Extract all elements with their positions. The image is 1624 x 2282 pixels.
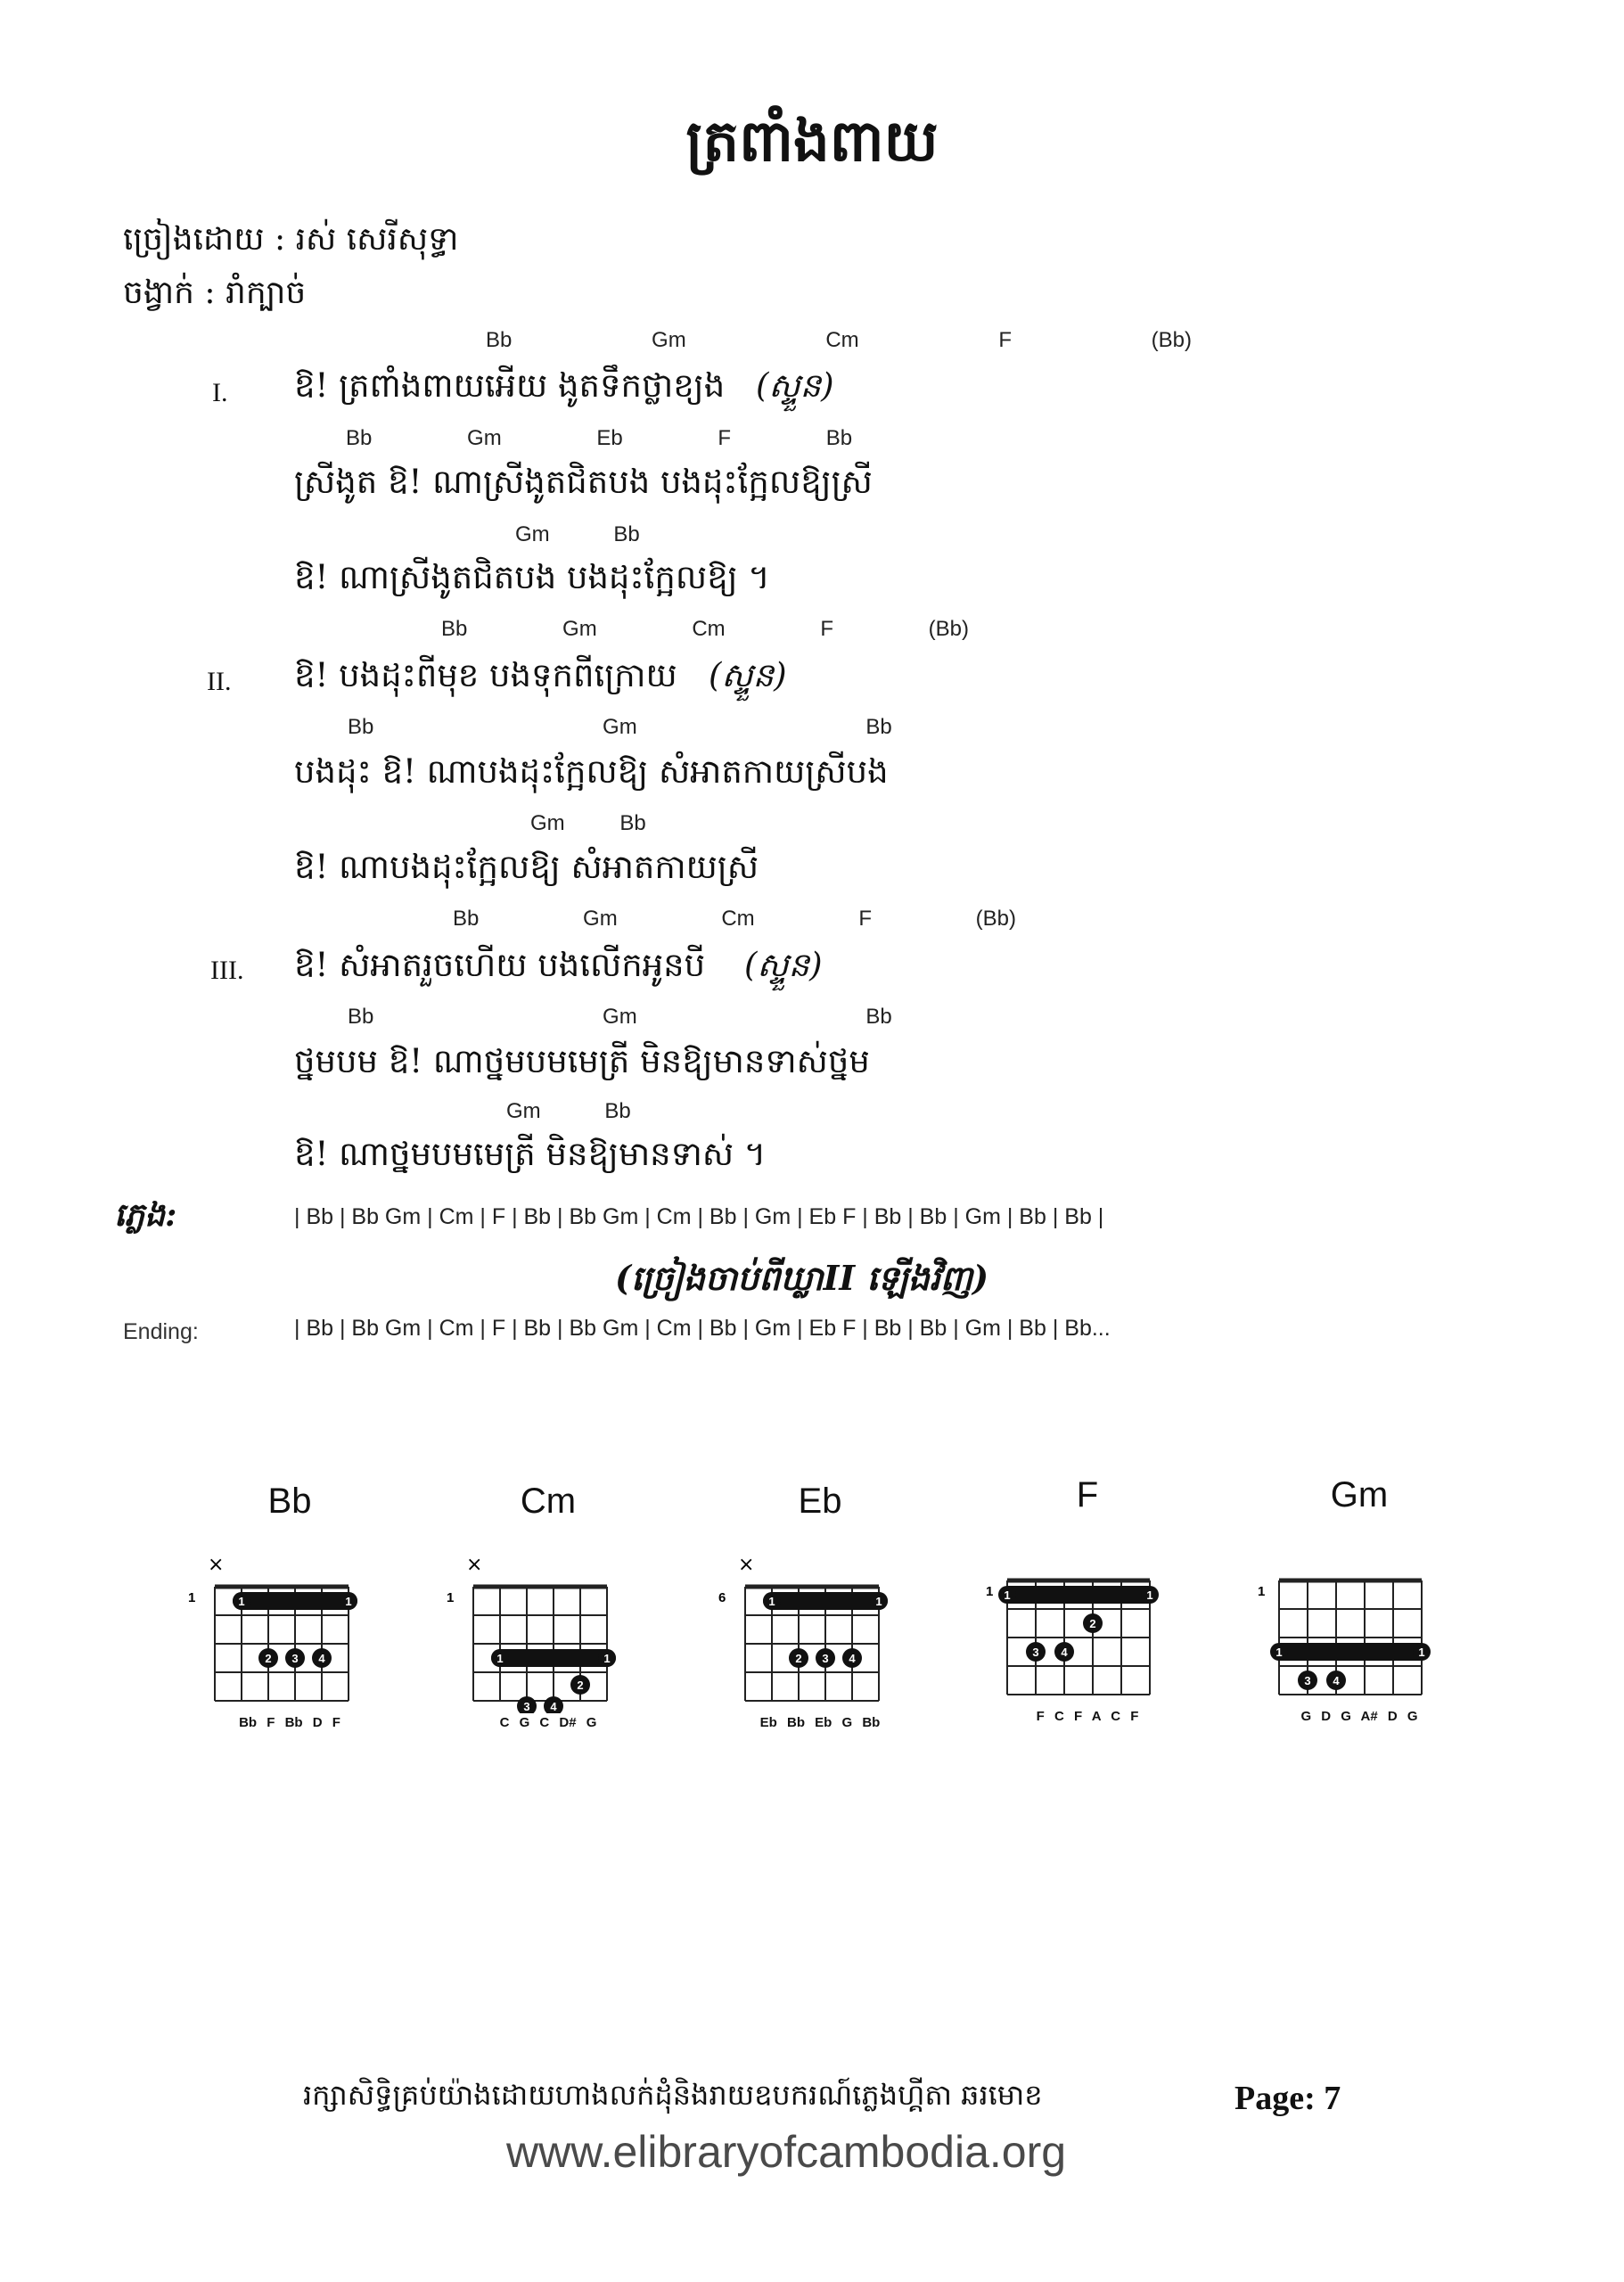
finger-number: 4 xyxy=(550,1700,557,1713)
fret-number: 1 xyxy=(447,1590,455,1605)
chord-line: Gm Bb xyxy=(530,811,646,835)
finger-number: 1 xyxy=(768,1595,775,1608)
lyric-line: ឱ! ណាស្រីងូតជិតបង បងដុះក្អែលឱ្យ ។ xyxy=(294,558,770,596)
finger-number: 4 xyxy=(318,1652,325,1665)
chord-name: F xyxy=(1076,1475,1099,1514)
finger-number: 1 xyxy=(875,1595,882,1608)
chord-line: Gm Bb xyxy=(515,522,640,546)
chord-line: Gm Bb xyxy=(506,1099,631,1123)
chord-line: Bb Gm Cm F (Bb) xyxy=(486,328,1193,352)
barre-mark xyxy=(491,1649,616,1667)
barre-mark xyxy=(763,1592,888,1610)
finger-number: 1 xyxy=(603,1652,611,1665)
fretboard-grid xyxy=(1252,1547,1466,1707)
finger-number: 1 xyxy=(1418,1646,1425,1659)
fretboard-grid xyxy=(441,1553,655,1713)
finger-number: 2 xyxy=(265,1652,272,1665)
finger-number: 1 xyxy=(1004,1588,1011,1602)
instrumental-label: ភ្លេង: xyxy=(114,1196,177,1234)
lyric-line: ស្រីងូត ឱ! ណាស្រីងូតជិតបង បងដុះក្អែលឱ្យស្រី xyxy=(294,463,873,501)
finger-number: 3 xyxy=(1304,1674,1311,1687)
lyric-line: ឱ! ត្រពាំងពាយអើយ ងូតទឹកថ្លាខ្យង xyxy=(294,366,726,405)
lyric-line: ឱ! សំអាតរួចហើយ បងលើកអូនបី xyxy=(294,946,706,984)
finger-number: 1 xyxy=(496,1652,504,1665)
page-number: Page: 7 xyxy=(1234,2080,1341,2117)
barre-mark xyxy=(1000,1586,1157,1604)
finger-number: 3 xyxy=(822,1652,829,1665)
repeat-tag: (ស្ទួន) xyxy=(756,366,834,405)
chord-notes: C G C D# G xyxy=(499,1715,597,1730)
rhythm-credit: ចង្វាក់ : រាំក្បាច់ xyxy=(123,275,307,311)
chord-line: Bb Gm Bb xyxy=(348,1005,892,1029)
lyric-line: ឱ! បងដុះពីមុខ បងទុកពីក្រោយ xyxy=(294,656,677,694)
chord-name: Cm xyxy=(520,1482,577,1521)
chord-line: Bb Gm Cm F (Bb) xyxy=(453,907,1017,931)
finger-number: 1 xyxy=(238,1595,245,1608)
finger-number: 2 xyxy=(795,1652,802,1665)
instrumental-progression: | Bb | Bb Gm | Cm | F | Bb | Bb Gm | Cm | Bb | Gm | Eb F | Bb | Bb | Gm | Bb | Bb | xyxy=(294,1204,1104,1229)
repeat-note: (ច្រៀងចាប់ពីឃ្លាII ឡើងវិញ) xyxy=(615,1258,989,1298)
chord-notes: G D G A# D G xyxy=(1300,1709,1418,1724)
copyright-notice: រក្សាសិទ្ធិគ្រប់យ៉ាងដោយហាងលក់ដុំនិងរាយឧបករណ៍ភ្លេងហ្គីតា ឆរមោខ xyxy=(303,2078,1043,2112)
song-title: ត្រពាំងពាយ xyxy=(685,108,939,175)
finger-number: 3 xyxy=(523,1700,530,1713)
barre-mark xyxy=(233,1592,357,1610)
fretboard-grid xyxy=(713,1553,927,1713)
verse-number: III. xyxy=(210,956,244,985)
fretboard-grid xyxy=(980,1547,1194,1707)
finger-number: 3 xyxy=(1032,1646,1039,1659)
muted-string-marker: × xyxy=(466,1554,483,1576)
chord-name: Gm xyxy=(1330,1475,1389,1514)
finger-number: 1 xyxy=(1275,1646,1283,1659)
verse-number: II. xyxy=(207,667,232,696)
verse-number: I. xyxy=(212,378,228,407)
fret-number: 1 xyxy=(188,1590,196,1605)
muted-string-marker: × xyxy=(208,1554,225,1576)
ending-progression: | Bb | Bb Gm | Cm | F | Bb | Bb Gm | Cm | Bb | Gm | Eb F | Bb | Bb | Gm | Bb | Bb... xyxy=(294,1316,1111,1341)
finger-number: 4 xyxy=(849,1652,856,1665)
lyric-line: ឱ! ណាបងដុះក្អែលឱ្យ សំអាតកាយស្រី xyxy=(294,848,759,886)
chord-notes: Bb F Bb D F xyxy=(239,1715,340,1730)
chord-name: Bb xyxy=(267,1482,312,1521)
fret-number: 6 xyxy=(718,1590,726,1605)
chord-line: Bb Gm Eb F Bb xyxy=(346,426,853,450)
finger-number: 1 xyxy=(1146,1588,1153,1602)
ending-label: Ending: xyxy=(123,1319,199,1344)
singer-credit: ច្រៀងដោយ : រស់ សេរីសុទ្ធា xyxy=(123,221,459,258)
muted-string-marker: × xyxy=(738,1554,755,1576)
repeat-tag: (ស្ទួន) xyxy=(744,946,823,984)
finger-number: 2 xyxy=(1089,1617,1096,1630)
finger-number: 4 xyxy=(1333,1674,1340,1687)
lyric-line: ថ្នមបម ឱ! ណាថ្នមបមមេត្រី មិនឱ្យមានទាស់ថ្នម xyxy=(294,1042,870,1080)
fret-number: 1 xyxy=(986,1584,994,1599)
chord-line: Bb Gm Cm F (Bb) xyxy=(441,617,970,641)
lyric-line: បងដុះ ឱ! ណាបងដុះក្អែលឱ្យ សំអាតកាយស្រីបង xyxy=(294,752,889,791)
lyric-line: ឱ! ណាថ្នមបមមេត្រី មិនឱ្យមានទាស់ ។ xyxy=(294,1135,767,1173)
chord-line: Bb Gm Bb xyxy=(348,715,892,739)
source-url: www.elibraryofcambodia.org xyxy=(506,2127,1067,2177)
finger-number: 3 xyxy=(291,1652,299,1665)
finger-number: 1 xyxy=(345,1595,352,1608)
finger-number: 2 xyxy=(577,1679,584,1692)
chord-name: Eb xyxy=(798,1482,842,1521)
barre-mark xyxy=(1272,1643,1429,1661)
chord-notes: F C F A C F xyxy=(1036,1709,1139,1724)
chord-notes: Eb Bb Eb G Bb xyxy=(759,1715,881,1730)
repeat-tag: (ស្ទួន) xyxy=(709,656,787,694)
finger-number: 4 xyxy=(1061,1646,1068,1659)
fretboard-grid xyxy=(183,1553,397,1713)
fret-number: 1 xyxy=(1258,1584,1266,1599)
